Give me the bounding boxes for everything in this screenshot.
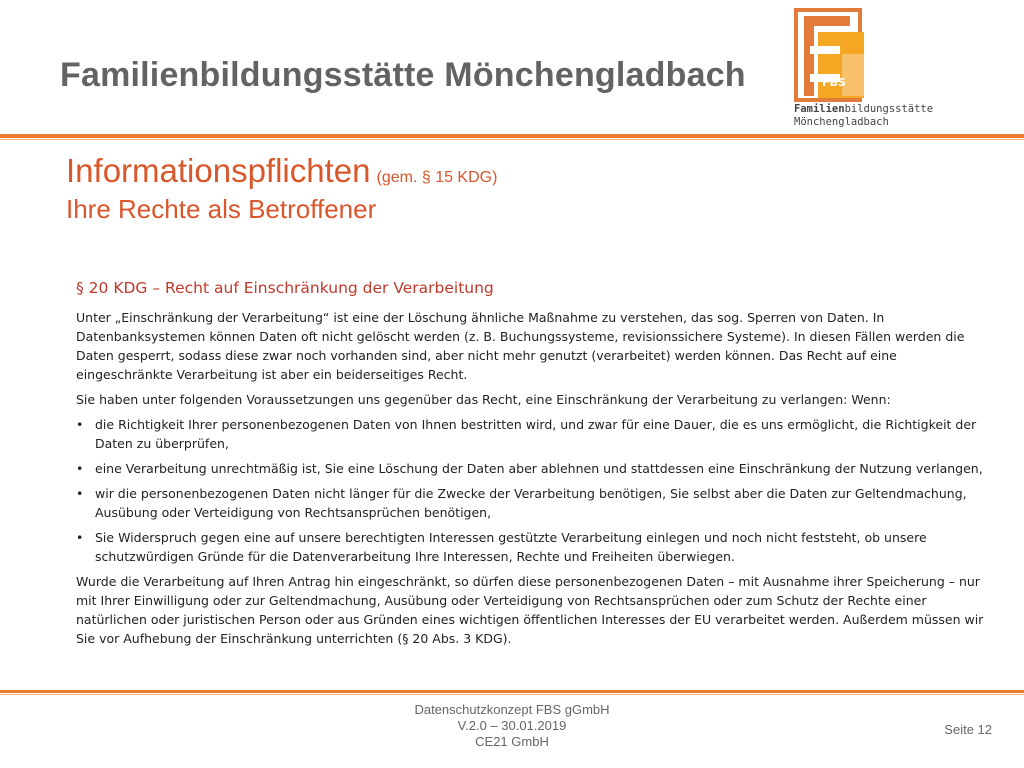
section-title-note: (gem. § 15 KDG)	[376, 169, 498, 186]
lead-paragraph: Sie haben unter folgenden Voraussetzungen uns gegenüber das Recht, eine Einschränkung der Verarbeitung zu verlangen: Wenn:	[76, 392, 891, 407]
footer-version: V.2.0 – 30.01.2019	[457, 718, 567, 733]
footer-info	[362, 702, 662, 750]
footer-company: Datenschutzkonzept FBS gGmbH	[414, 702, 610, 717]
section-subtitle: Ihre Rechte als Betroffener	[66, 194, 377, 224]
list-item-text: die Richtigkeit Ihrer personenbezogenen Daten von Ihnen bestritten wird, und zwar für eine Dauer, die es uns ermöglicht, die Richtigkeit der Daten zu überprüfen,	[95, 417, 977, 451]
header-rule	[0, 134, 1024, 138]
intro-paragraph: Unter „Einschränkung der Verarbeitung“ ist eine der Löschung ähnliche Maßnahme zu verstehen, das sog. Sperren von Daten. In Datenbanksystemen können Daten oft nicht gelöscht werden (z. B. Buchungssysteme, revisionssichere Systeme). In diesen Fällen werden die Daten gesperrt, sodass diese zwar noch vorhanden sind, aber nicht mehr genutzt (verarbeitet) werden können. Das Recht auf eine eingeschränkte Verarbeitung ist aber ein beiderseitiges Recht.	[76, 310, 965, 382]
closing-paragraph: Wurde die Verarbeitung auf Ihren Antrag hin eingeschränkt, so dürfen diese personenbezogenen Daten – mit Ausnahme ihrer Speicherung – nur mit Ihrer Einwilligung oder zur Geltendmachung, Ausübung oder Verteidigung von Rechtsansprüchen oder zum Schutz der Rechte einer natürlichen oder juristischen Person oder aus Gründen eines wichtigen öffentlichen Interesses der EU verarbeitet werden. Außerdem müssen wir Sie vor Aufhebung der Einschränkung unterrichten (§ 20 Abs. 3 KDG).	[76, 574, 984, 646]
footer-author: CE21 GmbH	[475, 734, 549, 749]
bullet-icon: •	[76, 486, 84, 501]
list-item	[76, 528, 996, 566]
content-body	[76, 278, 996, 654]
header-rule-thin	[0, 139, 1024, 140]
logo-caption-bold: Familien	[794, 103, 845, 115]
bullet-icon: •	[76, 530, 84, 545]
list-item	[76, 415, 996, 453]
bullet-icon: •	[76, 461, 84, 476]
list-item	[76, 459, 996, 478]
page-header-title: Familienbildungsstätte Mönchengladbach	[60, 56, 746, 94]
list-item-text: eine Verarbeitung unrechtmäßig ist, Sie eine Löschung der Daten aber ablehnen und stattdessen eine Einschränkung der Nutzung verlangen,	[95, 461, 983, 476]
footer-rule-thin	[0, 694, 1024, 695]
bullet-icon: •	[76, 417, 84, 432]
list-item	[76, 484, 996, 522]
logo-caption-line2: Mönchengladbach	[794, 116, 889, 128]
logo-mark-text: FBS	[822, 76, 846, 89]
list-item-text: Sie Widerspruch gegen eine auf unsere berechtigten Interessen gestützte Verarbeitung einlegen und noch nicht feststeht, ob unsere schutzwürdigen Gründe für die Datenverarbeitung Ihre Interessen, Rechte und Freiheiten überwiegen.	[95, 530, 927, 564]
list-item-text: wir die personenbezogenen Daten nicht länger für die Zwecke der Verarbeitung benötigen, Sie selbst aber die Daten zur Geltendmachung, Ausübung oder Verteidigung von Rechtsansprüchen benötigen,	[95, 486, 967, 520]
paragraph-heading: § 20 KDG – Recht auf Einschränkung der Verarbeitung	[76, 279, 494, 297]
logo-caption	[794, 103, 933, 129]
section-title-main: Informationspflichten	[66, 152, 371, 189]
section-title	[66, 152, 497, 190]
conditions-list	[76, 415, 996, 566]
footer-rule	[0, 690, 1024, 693]
page-number: Seite 12	[944, 722, 992, 737]
logo-caption-rest: bildungsstätte	[844, 103, 934, 115]
